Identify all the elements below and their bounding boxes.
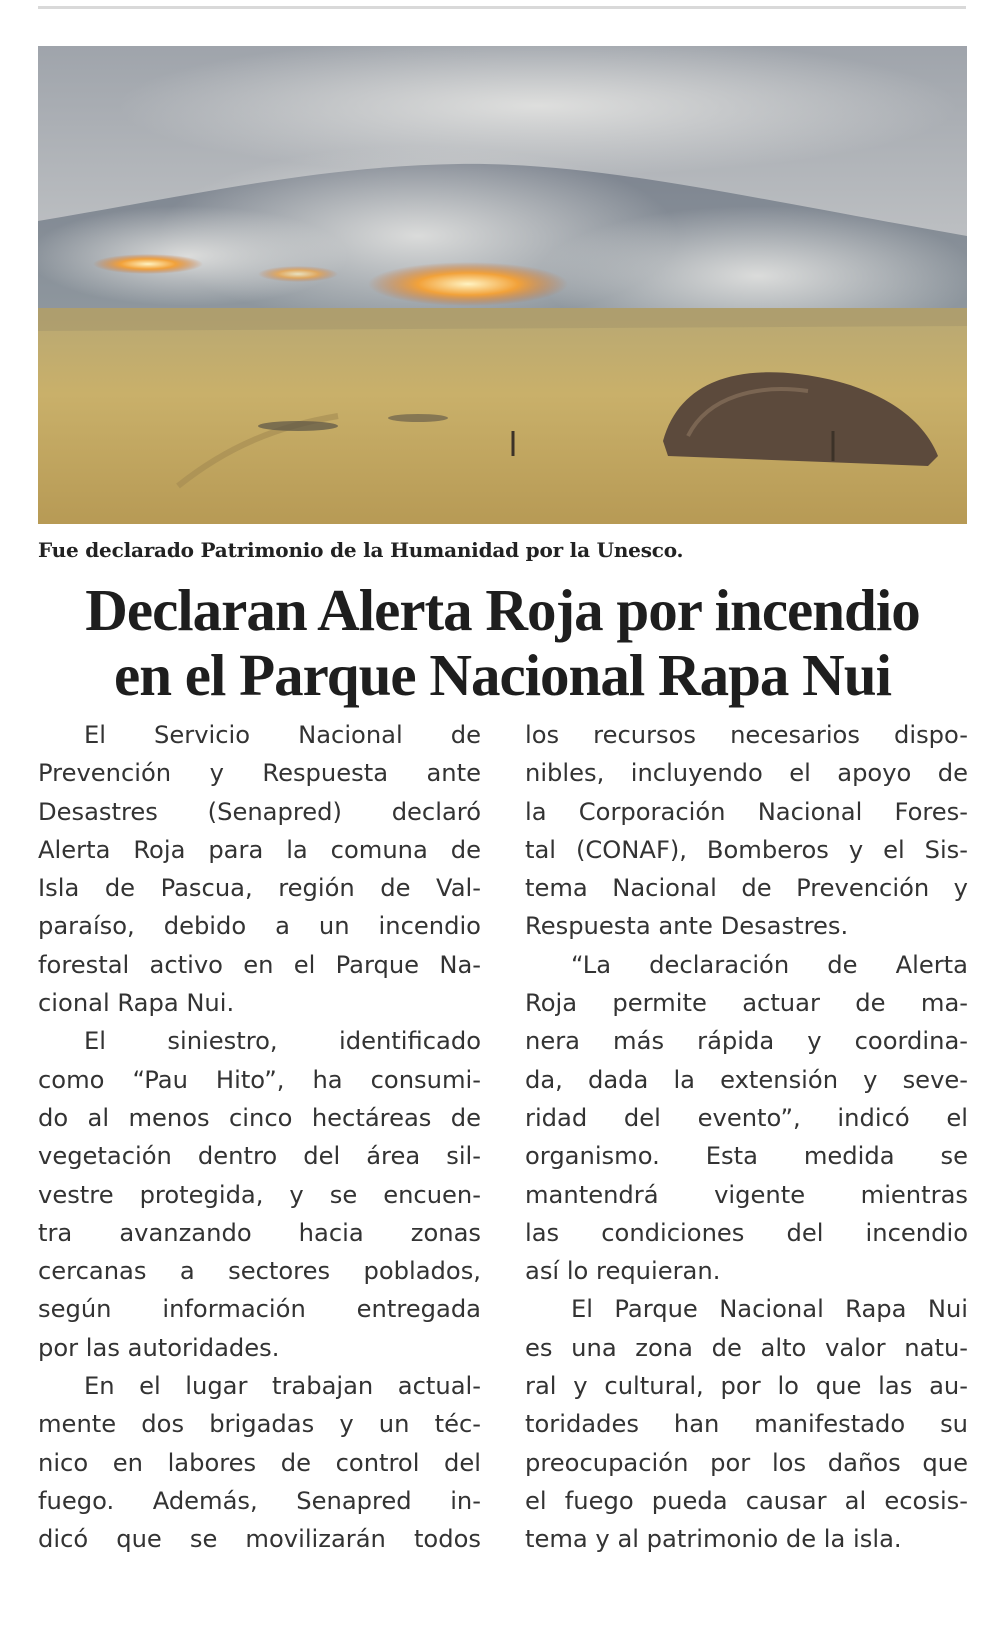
text-line: “La declaración de Alerta: [571, 950, 968, 979]
text-line: vegetación dentro del área sil-: [38, 1142, 481, 1171]
wildfire-photo: [38, 46, 967, 524]
text-line: da, dada la extensión y seve-: [525, 1065, 968, 1094]
text-line: nico en labores de control del: [38, 1448, 481, 1477]
text-line: los recursos necesarios dispo-: [525, 721, 968, 749]
text-line: El Servicio Nacional de: [84, 721, 481, 749]
text-line: El Parque Nacional Rapa Nui: [571, 1295, 968, 1324]
text-line: como “Pau Hito”, ha consumi-: [38, 1065, 481, 1094]
text-line: tema y al patrimonio de la isla.: [525, 1525, 902, 1554]
text-line: ral y cultural, por lo que las au-: [525, 1372, 968, 1401]
text-line: organismo. Esta medida se: [525, 1142, 968, 1171]
photo-caption: Fue declarado Patrimonio de la Humanidad por la Unesco.: [38, 538, 684, 562]
text-line: es una zona de alto valor natu-: [525, 1333, 968, 1362]
text-line: cional Rapa Nui.: [38, 989, 235, 1018]
text-line: En el lugar trabajan actual-: [84, 1372, 481, 1401]
article-column-left: [38, 716, 481, 1559]
wildfire-landscape-image: [38, 46, 967, 524]
text-line: preocupación por los daños que: [525, 1448, 968, 1477]
text-line: Alerta Roja para la comuna de: [38, 835, 481, 864]
text-line: do al menos cinco hectáreas de: [38, 1103, 481, 1132]
headline-line-1: Declaran Alerta Roja por incendio: [85, 577, 920, 643]
text-line: Roja permite actuar de ma-: [525, 989, 968, 1018]
text-line: Respuesta ante Desastres.: [525, 912, 849, 941]
text-line: Isla de Pascua, región de Val-: [38, 874, 481, 903]
text-line: tema Nacional de Prevención y: [525, 874, 968, 903]
text-line: Desastres (Senapred) declaró: [38, 797, 481, 826]
article-column-right: [525, 716, 968, 1559]
text-line: cercanas a sectores poblados,: [38, 1257, 481, 1286]
text-line: así lo requieran.: [525, 1257, 721, 1286]
text-line: paraíso, debido a un incendio: [38, 912, 481, 941]
text-line: forestal activo en el Parque Na-: [38, 950, 481, 979]
text-line: las condiciones del incendio: [525, 1218, 968, 1247]
text-line: dicó que se movilizarán todos: [38, 1525, 481, 1554]
text-line: nibles, incluyendo el apoyo de: [525, 759, 968, 788]
text-line: fuego. Además, Senapred in-: [38, 1486, 481, 1515]
text-line: por las autoridades.: [38, 1333, 280, 1362]
text-line: nera más rápida y coordina-: [525, 1027, 968, 1056]
text-line: la Corporación Nacional Fores-: [525, 797, 968, 826]
text-line: toridades han manifestado su: [525, 1410, 968, 1439]
text-line: según información entregada: [38, 1295, 481, 1324]
text-line: ridad del evento”, indicó el: [525, 1103, 968, 1132]
text-line: vestre protegida, y se encuen-: [38, 1180, 481, 1209]
text-line: Prevención y Respuesta ante: [38, 759, 481, 788]
headline: [30, 578, 975, 708]
text-line: el fuego pueda causar al ecosis-: [525, 1486, 968, 1515]
text-line: tra avanzando hacia zonas: [38, 1218, 481, 1247]
top-rule: [38, 6, 966, 9]
text-line: mantendrá vigente mientras: [525, 1180, 968, 1209]
text-line: El siniestro, identificado: [84, 1027, 481, 1056]
text-line: tal (CONAF), Bomberos y el Sis-: [525, 835, 968, 864]
headline-line-2: en el Parque Nacional Rapa Nui: [114, 642, 891, 708]
text-line: mente dos brigadas y un téc-: [38, 1410, 481, 1439]
